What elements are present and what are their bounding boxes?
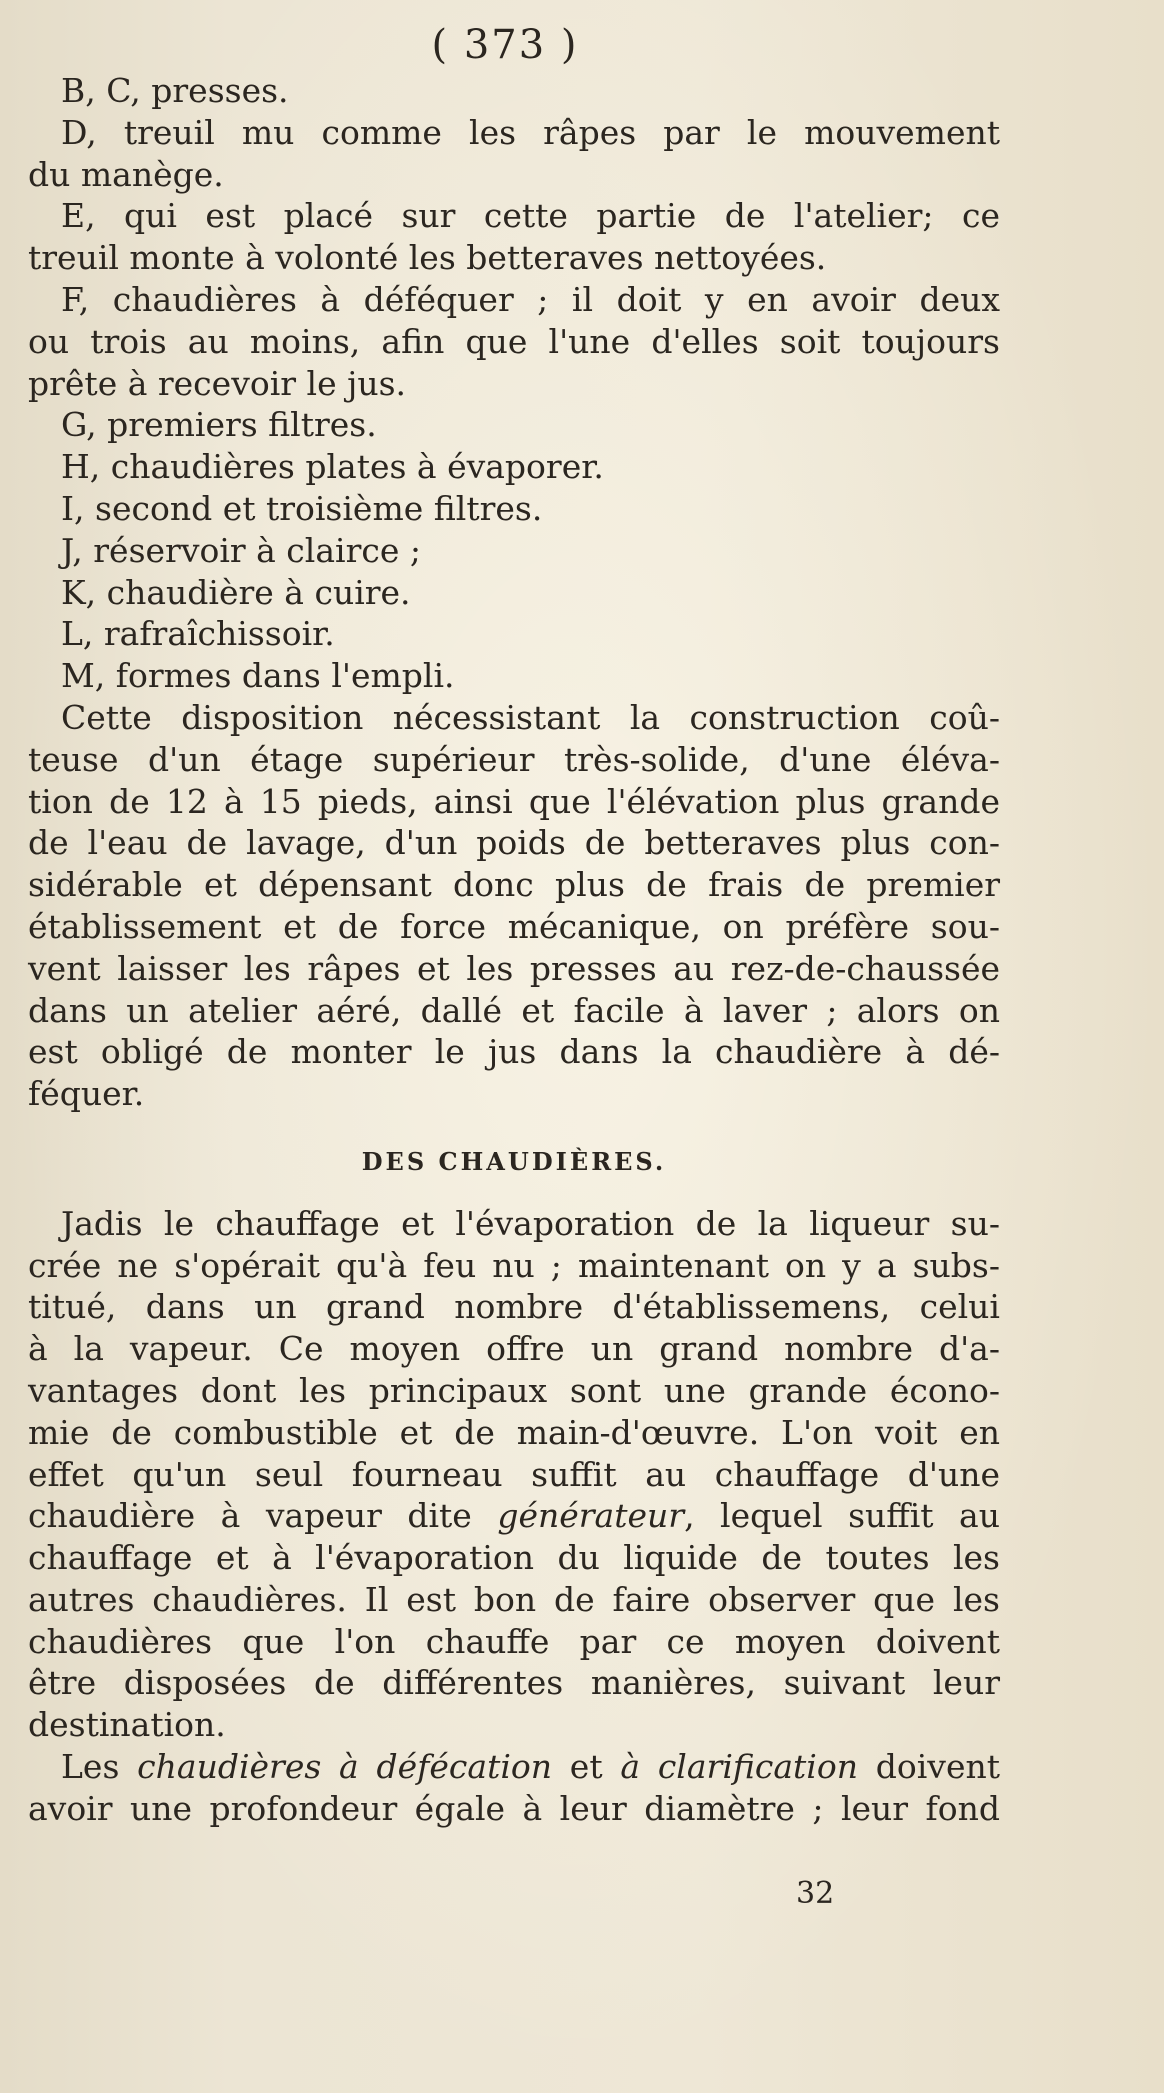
text-line: dans un atelier aéré, dallé et facile à laver ; alors on [28, 990, 1000, 1030]
text-line: féquer. [28, 1074, 145, 1114]
page-number: ( 373 ) [431, 22, 579, 68]
text-line [28, 1746, 1000, 1788]
text-line: de l'eau de lavage, d'un poids de betteraves plus con- [28, 823, 1000, 863]
italic-term: générateur [497, 1496, 685, 1536]
text-line: chauffage et à l'évaporation du liquide de toutes les [28, 1538, 1000, 1578]
text-line: à la vapeur. Ce moyen offre un grand nombre d'a- [28, 1329, 1000, 1369]
text-line: prête à recevoir le jus. [28, 363, 407, 403]
text-line: ou trois au moins, afin que l'une d'elles soit toujours [28, 321, 1000, 361]
text-line: L, rafraîchissoir. [61, 614, 335, 654]
text-line: mie de combustible et de main-d'œuvre. L'on voit en [28, 1412, 1000, 1452]
text-line: du manège. [28, 154, 224, 194]
text-line: est obligé de monter le jus dans la chaudière à dé- [28, 1032, 1000, 1072]
text-line: H, chaudières plates à évaporer. [61, 447, 604, 487]
text-line: vent laisser les râpes et les presses au rez-de-chaussée [28, 948, 1000, 988]
text-line: J, réservoir à clairce ; [61, 530, 421, 570]
italic-term: à clarification [620, 1747, 858, 1787]
text-line: E, qui est placé sur cette partie de l'atelier; ce [61, 196, 1000, 236]
text-run: , lequel suffit au [684, 1496, 1000, 1536]
text-run: doivent [857, 1747, 1000, 1787]
page-text [28, 70, 1000, 1830]
text-run: Les [61, 1747, 138, 1787]
text-line [28, 1495, 1000, 1537]
text-line: avoir une profondeur égale à leur diamètre ; leur fond [28, 1788, 1000, 1828]
text-line: sidérable et dépensant donc plus de frais de premier [28, 865, 1000, 905]
text-line: D, treuil mu comme les râpes par le mouvement [61, 112, 1000, 152]
section-heading: DES CHAUDIÈRES. [361, 1146, 667, 1176]
text-line: destination. [28, 1705, 226, 1745]
text-run: et [552, 1747, 621, 1787]
text-line: crée ne s'opérait qu'à feu nu ; maintenant on y a subs- [28, 1245, 1000, 1285]
text-line: être disposées de différentes manières, suivant leur [28, 1663, 1000, 1703]
text-line: F, chaudières à déféquer ; il doit y en avoir deux [61, 279, 1000, 319]
text-line: I, second et troisième filtres. [61, 488, 543, 528]
text-line: Jadis le chauffage et l'évaporation de la liqueur su- [61, 1203, 1000, 1243]
text-line: chaudières que l'on chauffe par ce moyen doivent [28, 1621, 1000, 1661]
text-line: teuse d'un étage supérieur très-solide, d'une éléva- [28, 739, 1000, 779]
text-line: treuil monte à volonté les betteraves nettoyées. [28, 238, 827, 278]
text-line: effet qu'un seul fourneau suffit au chauffage d'une [28, 1454, 1000, 1494]
signature-mark: 32 [796, 1876, 835, 1911]
text-line: M, formes dans l'empli. [61, 656, 455, 696]
text-line: K, chaudière à cuire. [61, 572, 411, 612]
text-line: G, premiers filtres. [61, 405, 377, 445]
text-line: vantages dont les principaux sont une grande écono- [28, 1370, 1000, 1410]
italic-term: chaudières à défécation [137, 1747, 553, 1787]
text-line: Cette disposition nécessistant la construction coû- [61, 697, 1000, 737]
text-line: titué, dans un grand nombre d'établissemens, celui [28, 1287, 1000, 1327]
text-line: B, C, presses. [61, 71, 289, 110]
text-line: autres chaudières. Il est bon de faire observer que les [28, 1579, 1000, 1619]
text-line: tion de 12 à 15 pieds, ainsi que l'élévation plus grande [28, 781, 1000, 821]
text-run: chaudière à vapeur dite [28, 1496, 498, 1536]
text-line: établissement et de force mécanique, on préfère sou- [28, 906, 1000, 946]
